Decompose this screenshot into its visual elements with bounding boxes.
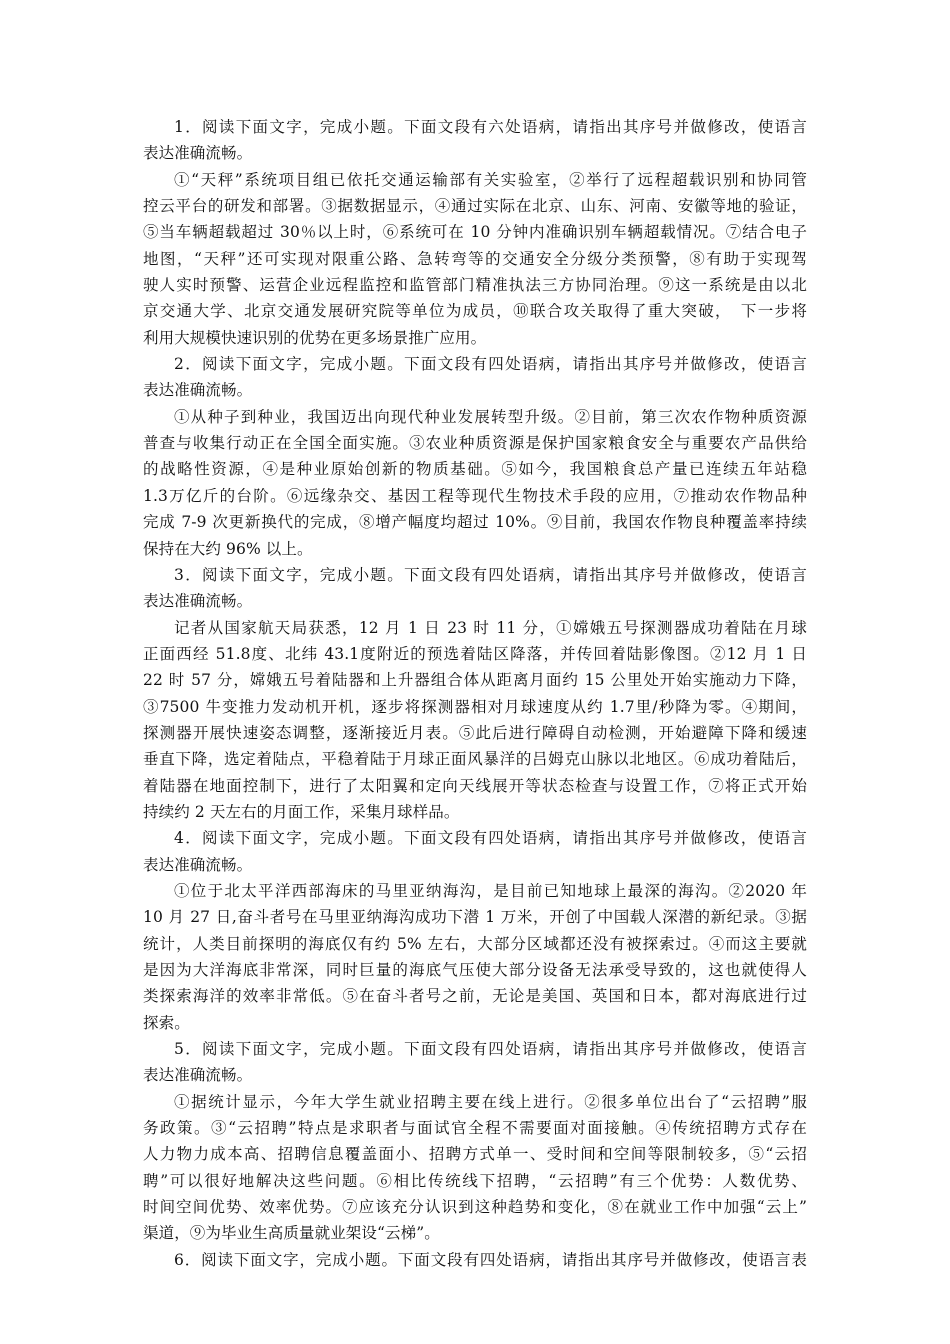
- question-2-heading-line: 2．阅读下面文字，完成小题。下面文段有四处语病，请指出其序号并做修改，使语言: [174, 355, 807, 374]
- question-2-passage-line: 的战略性资源，④是种业原始创新的物质基础。⑤如今，我国粮食总产量已连续五年站稳: [143, 460, 807, 479]
- question-1-passage-line: 京交通大学、北京交通发展研究院等单位为成员，⑩联合攻关取得了重大突破， 下一步将: [143, 302, 807, 321]
- question-1-passage-line: ⑤当车辆超载超过 30％以上时，⑥系统可在 10 分钟内准确识别车辆超载情况。⑦结合电子: [143, 223, 807, 242]
- question-1-passage-line: 利用大规模快速识别的优势在更多场景推广应用。: [143, 328, 487, 347]
- question-5-passage-line: 人力物力成本高、招聘信息覆盖面小、招聘方式单一、受时间和空间等限制较多，⑤“云招: [143, 1145, 807, 1164]
- question-2-passage-line: 完成 7-9 次更新换代的完成，⑧增产幅度均超过 10%。⑨目前，我国农作物良种覆盖率持续: [143, 513, 807, 532]
- question-5-passage-line: 时间空间优势、效率优势。⑦应该充分认识到这种趋势和变化，⑧在就业工作中加强“云上”: [143, 1198, 807, 1217]
- question-3-heading-line: 表达准确流畅。: [143, 592, 253, 611]
- question-4-passage-line: 类探索海洋的效率非常低。⑤在奋斗者号之前，无论是美国、英国和日本，都对海底进行过: [143, 987, 807, 1006]
- question-4-passage-line: 是因为大洋海底非常深，同时巨量的海底气压使大部分设备无法承受导致的，这也就使得人: [143, 961, 807, 979]
- question-2-passage-line: 1.3万亿斤的台阶。⑥远缘杂交、基因工程等现代生物技术手段的应用，⑦推动农作物品种: [143, 486, 807, 505]
- question-5-heading-line: 表达准确流畅。: [143, 1066, 253, 1085]
- question-3-heading-line: 3．阅读下面文字，完成小题。下面文段有四处语病，请指出其序号并做修改，使语言: [174, 565, 807, 584]
- question-2-passage-line: 普查与收集行动正在全国全面实施。③农业种质资源是保护国家粮食安全与重要农产品供给: [143, 434, 807, 453]
- question-4-heading-line: 4．阅读下面文字，完成小题。下面文段有四处语病，请指出其序号并做修改，使语言: [174, 829, 807, 848]
- question-2-passage-line: 保持在大约 96% 以上。: [143, 539, 313, 558]
- question-1-passage-line: 驶人实时预警、运营企业远程监控和监管部门精准执法三方协同治理。⑨这一系统是由以北: [143, 276, 807, 295]
- question-2-heading-line: 表达准确流畅。: [143, 381, 253, 400]
- question-3-passage-line: 垂直下降，选定着陆点，平稳着陆于月球正面风暴洋的吕姆克山脉以北地区。⑥成功着陆后，: [143, 750, 807, 769]
- question-3-passage-line: 探测器开展快速姿态调整，逐渐接近月表。⑤此后进行障碍自动检测，开始避障下降和缓速: [143, 723, 807, 742]
- question-5-passage-line: 聘”可以很好地解决这些问题。⑥相比传统线下招聘，“云招聘”有三个优势：人数优势、: [143, 1171, 807, 1190]
- question-1-heading-line: 表达准确流畅。: [143, 144, 253, 163]
- question-3-passage-line: 正面西经 51.8度、北纬 43.1度附近的预选着陆区降落，并传回着陆影像图。②12 月 1 日: [143, 644, 807, 663]
- question-4-passage-line: 统计，人类目前探明的海底仅有约 5% 左右，大部分区域都还没有被探索过。④而这主要就: [143, 934, 807, 953]
- question-1-passage-line: 地图，“天秤”还可实现对限重公路、急转弯等的交通安全分级分类预警，⑧有助于实现驾: [143, 249, 807, 268]
- question-4-passage-line: 探索。: [143, 1013, 190, 1032]
- question-4-heading-line: 表达准确流畅。: [143, 855, 253, 874]
- question-4-passage-line: 10 月 27 日,奋斗者号在马里亚纳海沟成功下潜 1 万米，开创了中国载人深潜的新纪录。③据: [143, 908, 807, 927]
- question-4-passage-line: ①位于北太平洋西部海床的马里亚纳海沟，是目前已知地球上最深的海沟。②2020 年: [174, 881, 807, 900]
- question-5-passage-line: 渠道，⑨为毕业生高质量就业架设“云梯”。: [143, 1224, 440, 1243]
- question-1-heading-line: 1．阅读下面文字，完成小题。下面文段有六处语病，请指出其序号并做修改，使语言: [174, 118, 807, 136]
- question-6-heading-line: 6．阅读下面文字，完成小题。下面文段有四处语病，请指出其序号并做修改，使语言表: [174, 1250, 807, 1269]
- question-3-passage-line: 着陆器在地面控制下，进行了太阳翼和定向天线展开等状态检查与设置工作，⑦将正式开始: [143, 776, 807, 795]
- question-3-passage-line: 持续约 2 天左右的月面工作，采集月球样品。: [143, 802, 460, 821]
- question-3-passage-line: 22 时 57 分，嫦娥五号着陆器和上升器组合体从距离月面约 15 公里处开始实施动力下降，: [143, 671, 807, 690]
- question-5-heading-line: 5．阅读下面文字，完成小题。下面文段有四处语病，请指出其序号并做修改，使语言: [174, 1040, 807, 1059]
- question-3-passage-line: 记者从国家航天局获悉，12 月 1 日 23 时 11 分，①嫦娥五号探测器成功着陆在月球: [174, 618, 807, 637]
- question-3-passage-line: ③7500 牛变推力发动机开机，逐步将探测器相对月球速度从约 1.7里/秒降为零。④期间，: [143, 697, 807, 716]
- document-page: [143, 114, 807, 1273]
- question-1-passage-line: ①“天秤”系统项目组已依托交通运输部有关实验室，②举行了远程超载识别和协同管: [174, 170, 807, 189]
- question-1-passage-line: 控云平台的研发和部署。③据数据显示，④通过实际在北京、山东、河南、安徽等地的验证，: [143, 197, 807, 216]
- question-5-passage-line: 务政策。③“云招聘”特点是求职者与面试官全程不需要面对面接触。④传统招聘方式存在: [143, 1119, 807, 1138]
- question-5-passage-line: ①据统计显示，今年大学生就业招聘主要在线上进行。②很多单位出台了“云招聘”服: [174, 1092, 807, 1111]
- question-2-passage-line: ①从种子到种业，我国迈出向现代种业发展转型升级。②目前，第三次农作物种质资源: [174, 407, 807, 426]
